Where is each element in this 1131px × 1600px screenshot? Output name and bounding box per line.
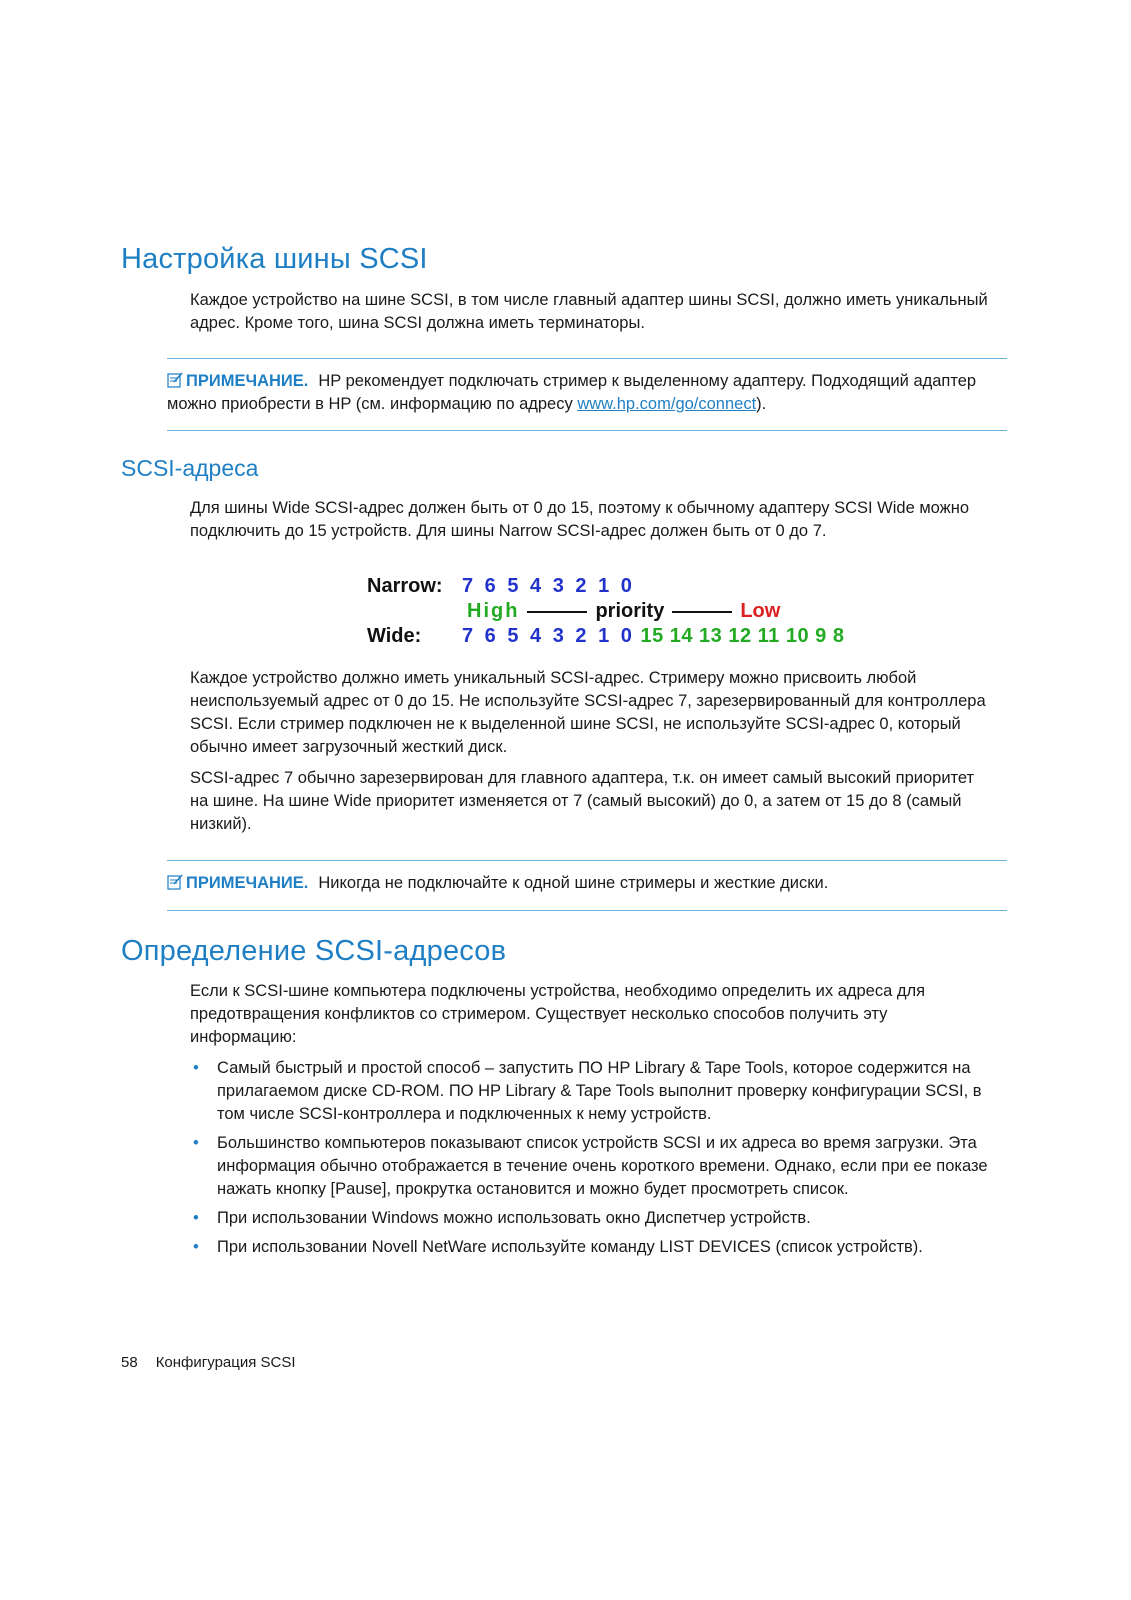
list-item <box>190 1207 1010 1230</box>
list-item-text: При использовании Novell NetWare используйте команду LIST DEVICES (список устройств). <box>217 1238 923 1256</box>
page-footer <box>121 1354 296 1371</box>
bullet-dot-icon: • <box>193 1209 199 1227</box>
bullet-dot-icon: • <box>193 1134 199 1152</box>
chapter-title: Конфигурация SCSI <box>155 1354 296 1371</box>
note-top-rule <box>167 860 1007 861</box>
section-paragraph: Если к SCSI-шине компьютера подключены устройства, необходимо определить их адреса для предотвращения конфликтов со стримером. Существует несколько способов получить эту информацию: <box>190 982 926 1046</box>
note-pencil-icon <box>167 371 184 388</box>
note-box <box>167 370 1007 416</box>
section-title-scsi-setup: Настройка шины SCSI <box>121 243 428 275</box>
priority-label: priority <box>595 600 665 622</box>
list-item-text: При использовании Windows можно использовать окно Диспетчер устройств. <box>217 1209 811 1227</box>
narrow-ids: 7 6 5 4 3 2 1 0 <box>462 575 635 597</box>
wide-row <box>367 625 844 648</box>
section-title-scsi-addresses: SCSI-адреса <box>121 455 259 481</box>
list-item-text: Самый быстрый и простой способ – запустить ПО HP Library & Tape Tools, которое содержится на прилагаемом диске CD-ROM. ПО HP Library & Tape Tools выполнит проверку конфигурации SCSI, в том числе SCSI-контроллера и подключенных к нему устройств. <box>217 1059 982 1123</box>
note-text: HP рекомендует подключать стример к выделенному адаптеру. Подходящий адаптер можно приобрести в HP (см. информацию по адресу <box>167 372 977 413</box>
bullet-dot-icon: • <box>193 1059 199 1077</box>
priority-row <box>467 600 780 623</box>
priority-arrow-line <box>527 611 587 613</box>
hp-connect-link[interactable]: www.hp.com/go/connect <box>577 395 757 413</box>
priority-high: High <box>467 600 520 622</box>
page-number: 58 <box>121 1354 138 1371</box>
bullet-dot-icon: • <box>193 1238 199 1256</box>
methods-list <box>190 1057 1010 1265</box>
list-item <box>190 1132 1010 1201</box>
section-paragraph: Каждое устройство должно иметь уникальный SCSI-адрес. Стримеру можно присвоить любой неиспользуемый адрес от 0 до 15. Не используйте SCSI-адрес 7, зарезервированный для контроллера SCSI. Если стример подключен не к выделенной шине SCSI, не используйте SCSI-адрес 0, который обычно имеет загрузочный жесткий диск. <box>190 669 986 756</box>
section-title-determining-addresses: Определение SCSI-адресов <box>121 935 507 967</box>
wide-label: Wide: <box>367 625 422 647</box>
section-paragraph: Каждое устройство на шине SCSI, в том числе главный адаптер шины SCSI, должно иметь уникальный адрес. Кроме того, шина SCSI должна иметь терминаторы. <box>190 291 988 332</box>
priority-arrow-line <box>672 611 732 613</box>
note-text: Никогда не подключайте к одной шине стримеры и жесткие диски. <box>318 874 829 892</box>
section-paragraph: SCSI-адрес 7 обычно зарезервирован для главного адаптера, т.к. он имеет самый высокий приоритет на шине. На шине Wide приоритет изменяется от 7 (самый высокий) до 0, а затем от 15 до 8 (самый низкий). <box>190 769 975 833</box>
note-bottom-rule <box>167 430 1007 431</box>
scsi-priority-diagram <box>367 575 845 650</box>
note-label: ПРИМЕЧАНИЕ. <box>186 372 309 390</box>
note-bottom-rule <box>167 910 1007 911</box>
list-item <box>190 1236 1010 1259</box>
narrow-label: Narrow: <box>367 575 443 597</box>
wide-ids-blue: 7 6 5 4 3 2 1 0 <box>462 625 635 647</box>
list-item <box>190 1057 1010 1126</box>
list-item-text: Большинство компьютеров показывают список устройств SCSI и их адреса во время загрузки. Эта информация обычно отображается в течение очень короткого времени. Однако, если при ее показе нажать кнопку [Pause], прокрутка остановится и можно будет просмотреть список. <box>217 1134 988 1198</box>
note-text-end: ). <box>756 395 767 413</box>
priority-low: Low <box>740 600 781 622</box>
narrow-row <box>367 575 635 598</box>
note-box <box>167 872 1007 895</box>
note-top-rule <box>167 358 1007 359</box>
wide-ids-green: 15 14 13 12 11 10 9 8 <box>640 625 845 647</box>
note-label: ПРИМЕЧАНИЕ. <box>186 874 309 892</box>
section-paragraph: Для шины Wide SCSI-адрес должен быть от 0 до 15, поэтому к обычному адаптеру SCSI Wide можно подключить до 15 устройств. Для шины Narrow SCSI-адрес должен быть от 0 до 7. <box>190 499 969 540</box>
note-pencil-icon <box>167 873 184 890</box>
